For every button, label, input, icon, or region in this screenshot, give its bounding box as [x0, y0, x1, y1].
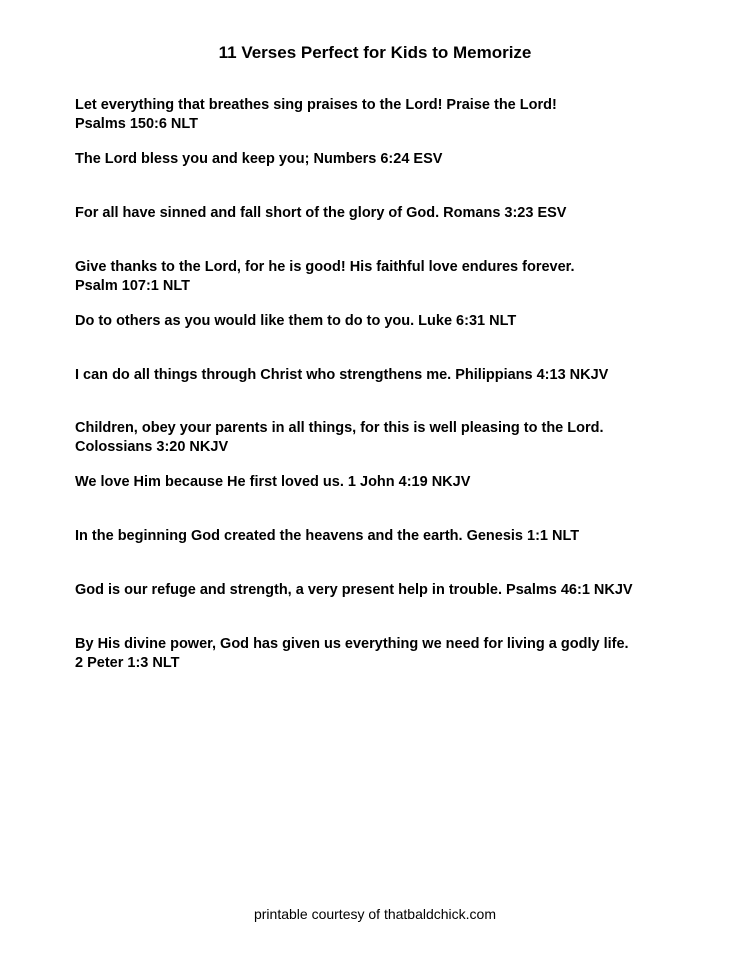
verse-text: For all have sinned and fall short of the glory of God. Romans 3:23 ESV	[75, 205, 567, 221]
verse-text: By His divine power, God has given us everything we need for living a godly life.	[75, 636, 629, 652]
verse-text: Let everything that breathes sing praises to the Lord! Praise the Lord!	[75, 97, 557, 113]
verse-reference: 2 Peter 1:3 NLT	[75, 655, 180, 671]
verse-11	[75, 635, 725, 673]
verse-8	[75, 473, 725, 492]
verse-7	[75, 419, 725, 457]
footer-credit: printable courtesy of thatbaldchick.com	[253, 906, 496, 922]
verse-10	[75, 581, 725, 600]
verse-6	[75, 366, 725, 385]
verse-5	[75, 312, 725, 331]
verse-text: We love Him because He first loved us. 1 John 4:19 NKJV	[75, 474, 471, 490]
verse-text: Give thanks to the Lord, for he is good! His faithful love endures forever.	[75, 259, 575, 275]
verse-3	[75, 204, 725, 223]
verse-9	[75, 527, 725, 546]
verse-text: Children, obey your parents in all things, for this is well pleasing to the Lord.	[75, 420, 604, 436]
verse-text: In the beginning God created the heavens and the earth. Genesis 1:1 NLT	[75, 528, 580, 544]
verse-reference: Psalm 107:1 NLT	[75, 278, 190, 294]
verse-2	[75, 150, 725, 169]
verse-4	[75, 258, 725, 296]
verse-reference: Colossians 3:20 NKJV	[75, 439, 229, 455]
verse-reference: Psalms 150:6 NLT	[75, 116, 199, 132]
verse-text: God is our refuge and strength, a very present help in trouble. Psalms 46:1 NKJV	[75, 582, 633, 598]
verse-text: Do to others as you would like them to do to you. Luke 6:31 NLT	[75, 313, 517, 329]
verse-text: The Lord bless you and keep you; Numbers 6:24 ESV	[75, 151, 443, 167]
verse-text: I can do all things through Christ who strengthens me. Philippians 4:13 NKJV	[75, 367, 609, 383]
page-title: 11 Verses Perfect for Kids to Memorize	[218, 43, 532, 62]
verse-1	[75, 96, 725, 134]
